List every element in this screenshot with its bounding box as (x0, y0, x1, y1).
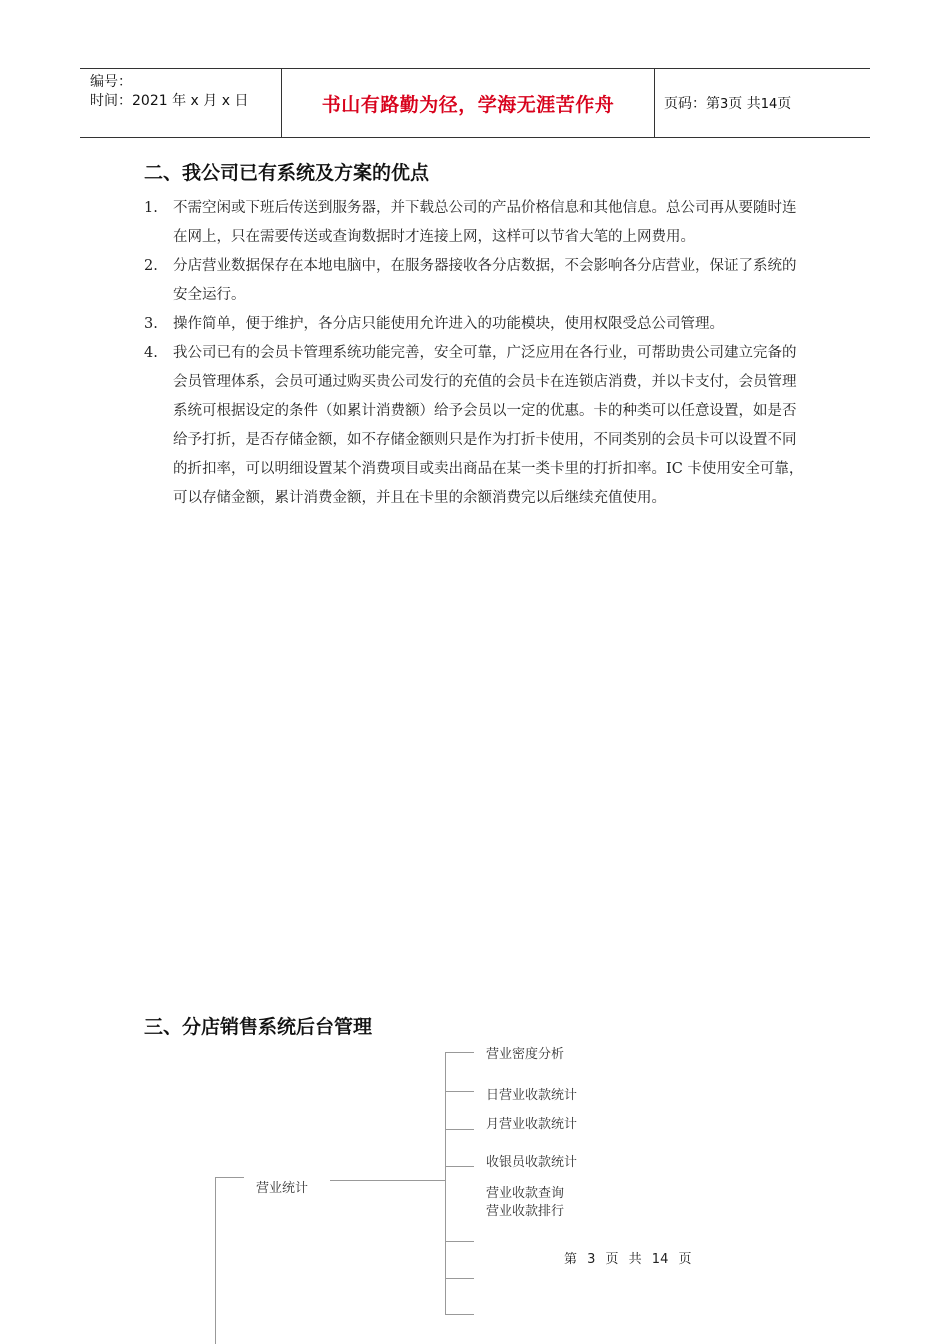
tree-child: 营业密度分析 (486, 1047, 565, 1062)
item-text: 操作简单，便于维护，各分店只能使用允许进入的功能模块，使用权限受总公司管理。 (173, 316, 724, 332)
list-item (144, 339, 808, 513)
header-divider (654, 69, 655, 137)
list-item (144, 310, 808, 339)
tree-line (330, 1180, 445, 1181)
item-text: 分店营业数据保存在本地电脑中，在服务器接收各分店数据，不会影响各分店营业，保证了系统的安全运行。 (173, 258, 797, 303)
tree-line (215, 1177, 216, 1344)
page-total: 14 (760, 97, 778, 112)
tree-line (445, 1129, 474, 1130)
page-suffix: 页 (777, 96, 792, 112)
page-current: 3 (720, 97, 729, 112)
tree-child: 日营业收款统计 (486, 1088, 578, 1103)
tree-line (445, 1241, 474, 1242)
item-number: 1. (144, 200, 158, 216)
tree-child: 月营业收款统计 (486, 1117, 578, 1132)
date-label: 时间：2021 年 x 月 x 日 (90, 93, 249, 109)
header-motto: 书山有路勤为径，学海无涯苦作舟 (321, 93, 615, 116)
tree-line (445, 1314, 474, 1315)
page-footer: 第 3 页 共 14 页 (564, 1252, 692, 1267)
tree-line (445, 1052, 474, 1053)
item-text: 我公司已有的会员卡管理系统功能完善，安全可靠，广泛应用在各行业，可帮助贵公司建立完备的会员管理体系，会员可通过购买贵公司发行的充值的会员卡在连锁店消费，并以卡支付，会员管理系统可根据设定的条件（如累计消费额）给予会员以一定的优惠。卡的种类可以任意设置，如是否给予打折，是否存储金额，如不存储金额则只是作为打折卡使用，不同类别的会员卡可以设置不同的折扣率，可以明细设置某个消费项目或卖出商品在某一类卡里的打折扣率。IC 卡使用安全可靠，可以存储金额，累计消费金额，并且在卡里的余额消费完以后继续充值使用。 (173, 345, 804, 506)
list-item (144, 194, 808, 252)
tree-line (445, 1166, 474, 1167)
item-text: 不需空闲或下班后传送到服务器，并下载总公司的产品价格信息和其他信息。总公司再从要随时连在网上，只在需要传送或查询数据时才连接上网，这样可以节省大笔的上网费用。 (173, 200, 797, 245)
tree-child: 营业收款排行 (486, 1204, 565, 1219)
tree-root: 营业统计 (256, 1181, 309, 1196)
tree-line (445, 1091, 474, 1092)
header-meta (90, 73, 248, 111)
page-mid: 页 共 (728, 96, 761, 112)
serial-label: 编号： (90, 74, 132, 90)
tree-child-clipped: 营业收款查询 (486, 1186, 565, 1201)
advantages-list (144, 194, 808, 513)
page-prefix: 页码：第 (664, 96, 720, 112)
section-2-title: 二、我公司已有系统及方案的优点 (144, 162, 430, 184)
tree-line (215, 1177, 244, 1178)
item-number: 4. (144, 345, 158, 361)
header-page-info (664, 93, 791, 113)
tree-line (445, 1278, 474, 1279)
tree-child: 收银员收款统计 (486, 1155, 578, 1170)
list-item (144, 252, 808, 310)
page-header (80, 68, 870, 138)
section-3-title: 三、分店销售系统后台管理 (144, 1016, 373, 1038)
item-number: 3. (144, 316, 158, 332)
item-number: 2. (144, 258, 158, 274)
